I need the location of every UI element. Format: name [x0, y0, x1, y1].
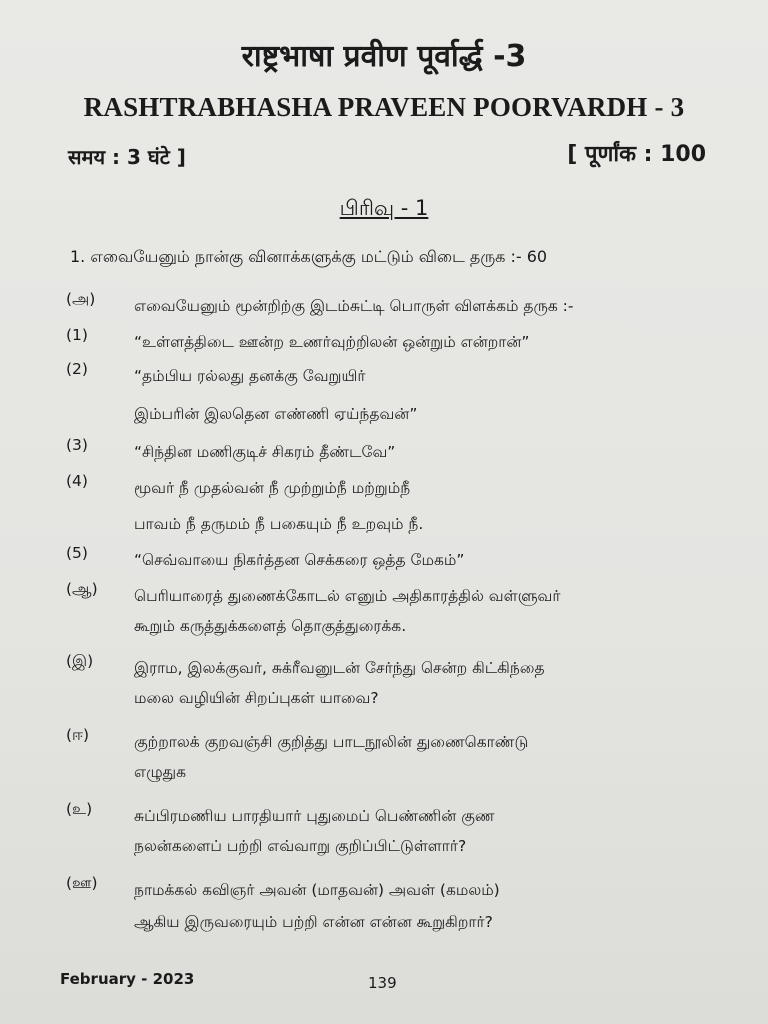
item-number: (ஆ): [66, 580, 98, 598]
item-number: (3): [66, 436, 88, 454]
item-number: (ஈ): [66, 726, 90, 744]
item-line: “தம்பிய ரல்லது தனக்கு வேறுயிர்: [134, 367, 366, 385]
item-line: பாவம் நீ தருமம் நீ பகையும் நீ உறவும் நீ.: [134, 515, 424, 533]
item-number: (2): [66, 360, 88, 378]
english-title: RASHTRABHASHA PRAVEEN POORVARDH - 3: [83, 92, 685, 122]
item-number: (அ): [66, 290, 96, 308]
item-line: நலன்களைப் பற்றி எவ்வாறு குறிப்பிட்டுள்ளார்?: [134, 837, 467, 855]
item-number: (உ): [66, 800, 93, 818]
item-line: “செவ்வாயை நிகர்த்தன செக்கரை ஒத்த மேகம்”: [134, 551, 465, 569]
item-line: எழுதுக: [134, 763, 187, 781]
item-line: மூவர் நீ முதல்வன் நீ முற்றும்நீ மற்றும்நீ: [134, 479, 411, 497]
item-line: இராம, இலக்குவர், சுக்ரீவனுடன் சேர்ந்து சென்ற கிட்கிந்தை: [134, 659, 545, 677]
item-line: எவையேனும் மூன்றிற்கு இடம்சுட்டி பொருள் விளக்கம் தருக :-: [134, 297, 574, 315]
item-number: (5): [66, 544, 88, 562]
item-line: மலை வழியின் சிறப்புகள் யாவை?: [134, 689, 379, 707]
item-line: பெரியாரைத் துணைக்கோடல் எனும் அதிகாரத்தில் வள்ளுவர்: [134, 587, 561, 605]
item-number: (1): [66, 326, 88, 344]
item-line: ஆகிய இருவரையும் பற்றி என்ன என்ன கூறுகிறார்?: [134, 913, 493, 931]
section-title: பிரிவு - 1: [339, 196, 429, 220]
item-number: (4): [66, 472, 88, 490]
item-number: (ஊ): [66, 874, 98, 892]
marks-label: [ पूर्णांक : 100: [567, 142, 706, 167]
page-number: 139: [368, 974, 397, 992]
time-label: समय : 3 घंटे ]: [68, 145, 186, 169]
item-line: இம்பரின் இலதென எண்ணி ஏய்ந்தவன்”: [134, 405, 418, 423]
item-line: குற்றாலக் குறவஞ்சி குறித்து பாடநூலின் துணைகொண்டு: [134, 733, 529, 751]
item-line: நாமக்கல் கவிஞர் அவன் (மாதவன்) அவள் (கமலம்): [134, 881, 500, 899]
item-line: “உள்ளத்திடை ஊன்ற உணர்வுற்றிலன் ஒன்றும் என்றான்”: [134, 333, 530, 351]
item-number: (இ): [66, 652, 94, 670]
item-line: “சிந்தின மணிகுடிச் சிகரம் தீண்டவே”: [134, 443, 396, 461]
section-heading: [0, 196, 768, 223]
hindi-title: राष्ट्रभाषा प्रवीण पूर्वार्द्ध -3: [241, 39, 527, 74]
item-line: கூறும் கருத்துக்களைத் தொகுத்துரைக்க.: [134, 617, 407, 635]
item-line: சுப்பிரமணிய பாரதியார் புதுமைப் பெண்ணின் குண: [134, 807, 495, 825]
question-main: 1. எவையேனும் நான்கு வினாக்களுக்கு மட்டும் விடை தருக :- 60: [70, 247, 548, 266]
footer-date: February - 2023: [60, 970, 195, 988]
